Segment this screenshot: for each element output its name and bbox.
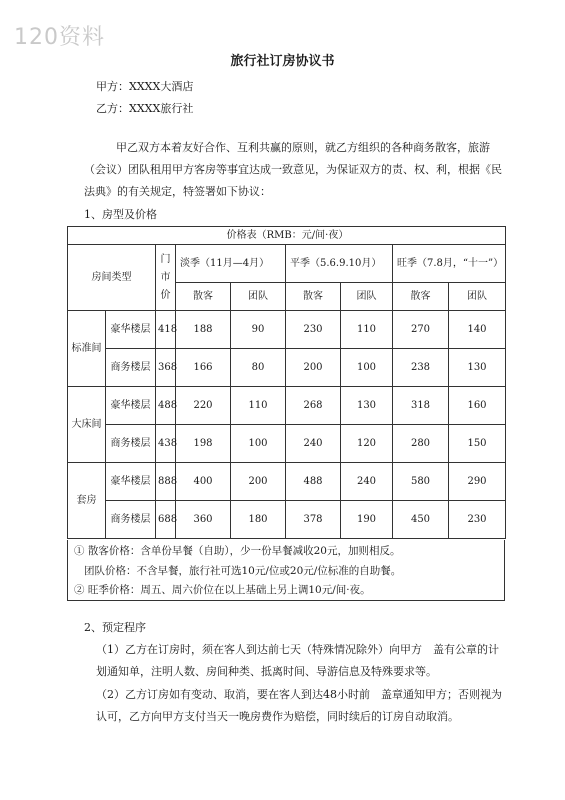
price-cell: 318: [393, 387, 449, 425]
sub-header: 团队: [231, 283, 286, 311]
floor-name: 商务楼层: [106, 501, 156, 539]
party-b: 乙方：XXXX旅行社: [96, 102, 194, 115]
party-a: 甲方：XXXX大酒店: [96, 80, 194, 93]
rack-rate: 488: [156, 387, 176, 425]
table-caption: 价格表（RMB：元/间·夜）: [68, 227, 506, 245]
season-mid-header: 平季（5.6.9.10月）: [286, 245, 393, 283]
price-cell: 290: [449, 463, 506, 501]
price-cell: 488: [286, 463, 341, 501]
price-cell: 130: [341, 387, 393, 425]
price-cell: 378: [286, 501, 341, 539]
price-cell: 580: [393, 463, 449, 501]
price-cell: 240: [341, 463, 393, 501]
price-cell: 80: [231, 349, 286, 387]
price-cell: 230: [286, 311, 341, 349]
table-row: [68, 387, 506, 425]
rack-rate: 438: [156, 425, 176, 463]
sub-header: 散客: [393, 283, 449, 311]
price-cell: 100: [341, 349, 393, 387]
note-single-guest: ① 散客价格：含单份早餐（自助），少一份早餐减收20元，加则相反。: [74, 545, 401, 557]
price-cell: 190: [341, 501, 393, 539]
section-booking-procedure: 2、预定程序: [84, 621, 146, 634]
price-cell: 280: [393, 425, 449, 463]
price-cell: 160: [449, 387, 506, 425]
section-room-types: 1、房型及价格: [84, 208, 157, 221]
price-cell: 100: [231, 425, 286, 463]
price-cell: 110: [341, 311, 393, 349]
intro-paragraph: 甲乙双方本着友好合作、互利共赢的原则，就乙方组织的各种商务散客，旅游（会议）团队租用甲方客房等事宜达成一致意见，为保证双方的责、权、利，根据《民法典》的有关规定，特签署如下协议：: [84, 141, 502, 198]
rack-rate: 888: [156, 463, 176, 501]
rack-rate: 688: [156, 501, 176, 539]
room-group-name: 标准间: [68, 311, 106, 387]
room-type-header: 房间类型: [68, 245, 156, 311]
price-cell: 360: [176, 501, 231, 539]
rack-rate-header: 门市价: [156, 245, 176, 311]
watermark: 120资料: [14, 25, 105, 50]
price-cell: 188: [176, 311, 231, 349]
document-title: 旅行社订房协议书: [230, 54, 335, 69]
sub-header: 团队: [449, 283, 506, 311]
price-table: [67, 226, 506, 539]
price-cell: 230: [449, 501, 506, 539]
sub-header: 散客: [286, 283, 341, 311]
price-cell: 120: [341, 425, 393, 463]
procedure-item: （1）乙方在订房时，须在客人到达前七天（特殊情况除外）向甲方 盖有公章的计划通知单，注明人数、房间种类、抵离时间、导游信息及特殊要求等。: [96, 643, 499, 678]
table-notes: [67, 540, 505, 601]
rack-rate: 418: [156, 311, 176, 349]
price-cell: 150: [449, 425, 506, 463]
room-group-name: 大床间: [68, 387, 106, 463]
price-cell: 220: [176, 387, 231, 425]
price-cell: 400: [176, 463, 231, 501]
procedure-item: （2）乙方订房如有变动、取消，要在客人到达48小时前 盖章通知甲方；否则视为认可，乙方向甲方支付当天一晚房费作为赔偿，同时续后的订房自动取消。: [96, 688, 502, 723]
price-cell: 450: [393, 501, 449, 539]
price-cell: 270: [393, 311, 449, 349]
price-cell: 166: [176, 349, 231, 387]
price-cell: 268: [286, 387, 341, 425]
sub-header: 团队: [341, 283, 393, 311]
sub-header: 散客: [176, 283, 231, 311]
table-row: [68, 311, 506, 349]
price-cell: 130: [449, 349, 506, 387]
price-cell: 200: [286, 349, 341, 387]
price-cell: 240: [286, 425, 341, 463]
price-cell: 110: [231, 387, 286, 425]
price-cell: 198: [176, 425, 231, 463]
rack-rate: 368: [156, 349, 176, 387]
table-row: [68, 501, 506, 539]
table-row: [68, 349, 506, 387]
price-cell: 180: [231, 501, 286, 539]
price-cell: 90: [231, 311, 286, 349]
note-group: 团队价格：不含早餐，旅行社可选10元/位或20元/位标准的自助餐。: [84, 565, 402, 577]
season-peak-header: 旺季（7.8月，“十一”）: [393, 245, 506, 283]
table-row: [68, 425, 506, 463]
price-cell: 140: [449, 311, 506, 349]
table-row: [68, 463, 506, 501]
floor-name: 商务楼层: [106, 349, 156, 387]
price-cell: 238: [393, 349, 449, 387]
floor-name: 商务楼层: [106, 425, 156, 463]
note-peak: ② 旺季价格：周五、周六价位在以上基础上另上调10元/间·夜。: [74, 584, 371, 596]
floor-name: 豪华楼层: [106, 463, 156, 501]
season-low-header: 淡季（11月—4月）: [176, 245, 286, 283]
floor-name: 豪华楼层: [106, 311, 156, 349]
room-group-name: 套房: [68, 463, 106, 539]
price-cell: 200: [231, 463, 286, 501]
floor-name: 豪华楼层: [106, 387, 156, 425]
